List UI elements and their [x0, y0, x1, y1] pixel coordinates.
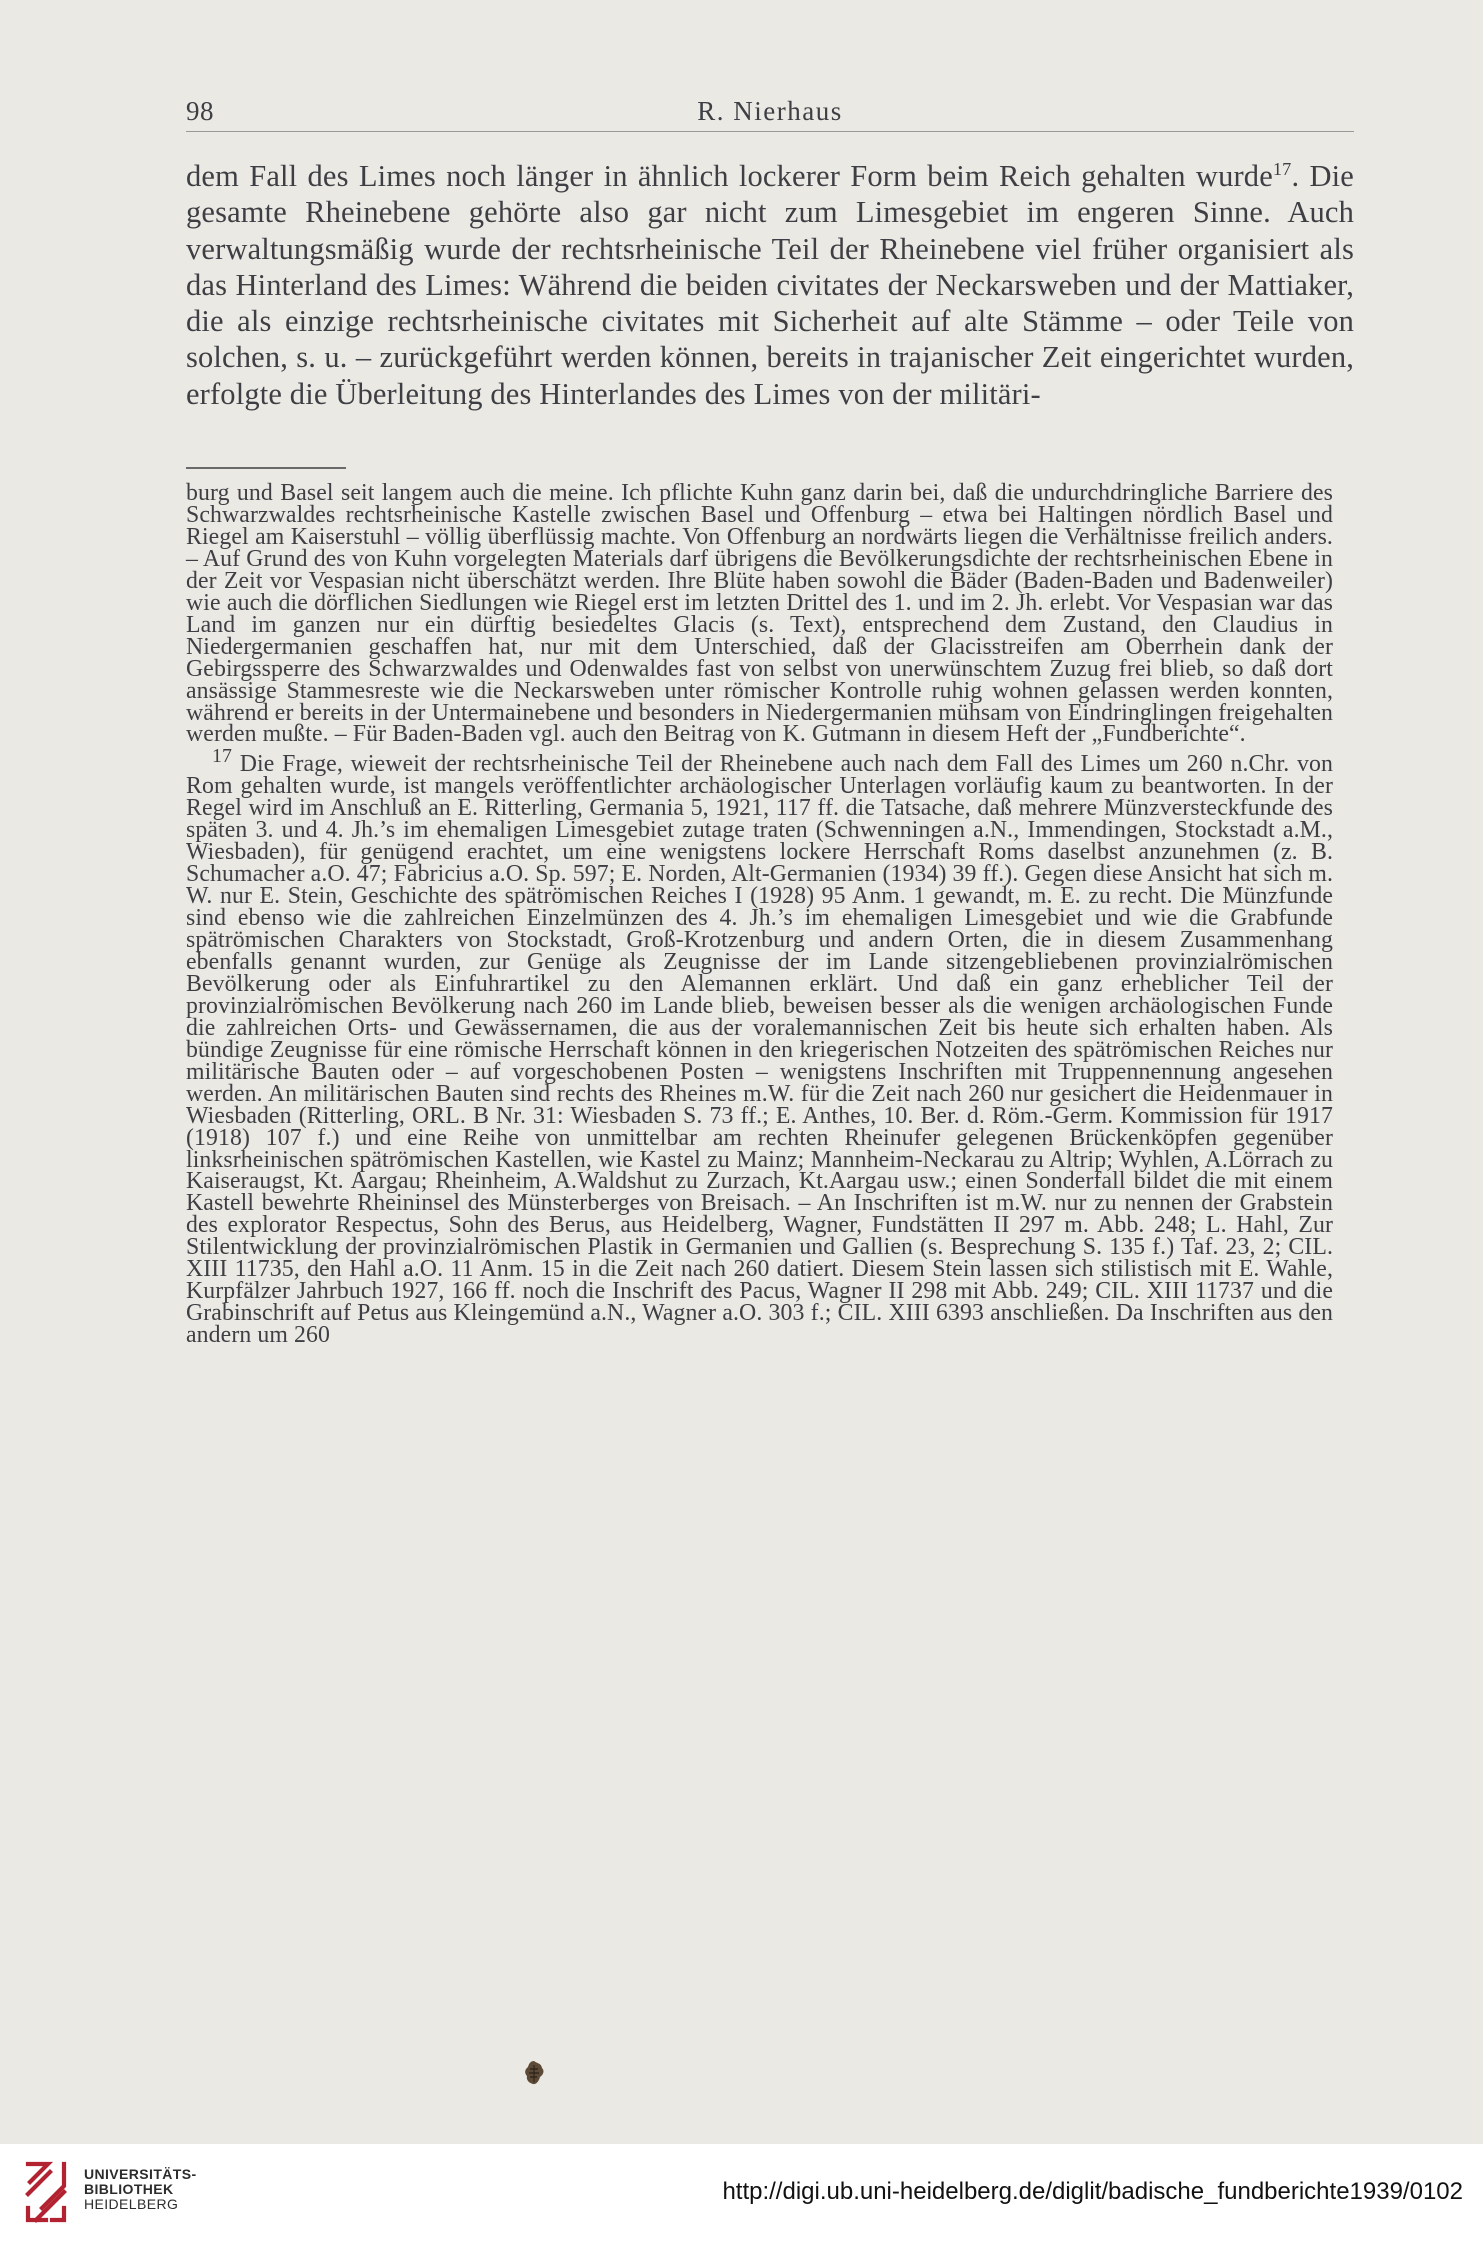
footnote-separator: [186, 467, 346, 469]
main-text: [186, 158, 1354, 412]
source-url-link[interactable]: http://digi.ub.uni-heidelberg.de/diglit/badische_fundberichte1939/0102: [722, 2178, 1463, 2205]
printers-ornament-icon: [522, 2060, 546, 2086]
footnotes: [186, 480, 1333, 1349]
library-name-line-1: UNIVERSITÄTS-: [84, 2166, 197, 2182]
footnote-17-text: Die Frage, wieweit der rechtsrheinische Teil der Rheinebene auch nach dem Fall des Limes um 260 n.Chr. von Rom gehalten wurde, ist mangels veröffentlichter archäologischer Unterlagen vorläufig kaum zu beantworten. In der Regel wird im Anschluß an E. Ritterling, Germania 5, 1921, 117 ff. die Tatsache, daß mehrere Münzversteckfunde des späten 3. und 4. Jh.’s im ehemaligen Limesgebiet zutage traten (Schwenningen a.N., Immendingen, Stockstadt a.M., Wiesbaden), für genügend erachtet, um eine wenigstens lockere Herrschaft Roms daselbst anzunehmen (z. B. Schumacher a.O. 47; Fabricius a.O. Sp. 597; E. Norden, Alt-Germanien (1934) 39 ff.). Gegen diese Ansicht hat sich m. W. nur E. Stein, Geschichte des spätrömischen Reiches I (1928) 95 Anm. 1 gewandt, m. E. zu recht. Die Münzfunde sind ebenso wie die zahlreichen Einzelmünzen des 4. Jh.’s im ehemaligen Limesgebiet und wie die Grabfunde spätrömischen Charakters von Stockstadt, Groß-Krotzenburg und andern Orten, die in diesem Zusammenhang ebenfalls genannt wurden, zur Genüge als Zeugnisse der im Lande sitzengebliebenen provinzialrömischen Bevölkerung oder als Einfuhrartikel zu den Alemannen erklärt. Und daß ein ganz erheblicher Teil der provinzialrömischen Bevölkerung nach 260 im Lande blieb, beweisen besser als die wenigen archäologischen Funde die zahlreichen Orts- und Gewässernamen, die aus der voralemannischen Zeit bis heute sich erhalten haben. Als bündige Zeugnisse für eine römische Herrschaft können in den kriegerischen Notzeiten des spätrömischen Reiches nur militärische Bauten oder – auf vorgeschobenen Posten – wenigstens Inschriften mit Truppennennung angesehen werden. An militärischen Bauten sind rechts des Rheines m.W. für die Zeit nach 260 nur gesichert die Heidenmauer in Wiesbaden (Ritterling, ORL. B Nr. 31: Wiesbaden S. 73 ff.; E. Anthes, 10. Ber. d. Röm.-Germ. Kommission für 1917 (1918) 107 f.) und eine Reihe von unmittelbar am rechten Rheinufer gelegenen Brückenköpfen gegenüber linksrheinischen spätrömischen Kastellen, wie Kastel zu Mainz; Mannheim-Neckarau zu Altrip; Wyhlen, A.Lörrach zu Kaiseraugst, Kt. Aargau; Rheinheim, A.Waldshut zu Zurzach, Kt.Aargau usw.; einen Sonderfall bildet die mit einem Kastell bewehrte Rheininsel des Münsterberges von Breisach. – An Inschriften ist m.W. nur zu nennen der Grabstein des explorator Respectus, Sohn des Berus, aus Heidelberg, Wagner, Fundstätten II 297 m. Abb. 248; L. Hahl, Zur Stilentwicklung der provinzialrömischen Plastik in Germanien und Gallien (s. Besprechung S. 135 f.) Taf. 23, 2; CIL. XIII 11735, den Hahl a.O. 11 Anm. 15 in die Zeit nach 260 datiert. Diesem Stein lassen sich stilistisch mit E. Wahle, Kurpfälzer Jahrbuch 1927, 166 ff. noch die Inschrift des Pacus, Wagner II 298 mit Abb. 249; CIL. XIII 11737 und die Grabinschrift auf Petus aus Kleingemünd a.N., Wagner a.O. 303 f.; CIL. XIII 6393 anschließen. Da Inschriften aus den andern um 260: [186, 751, 1333, 1349]
footnote-number: 17: [212, 745, 233, 768]
ub-heidelberg-logo-icon: [20, 2156, 72, 2228]
main-text-part-1: dem Fall des Limes noch länger in ähnlich lockerer Form beim Reich gehalten wurde: [186, 159, 1273, 193]
library-name: [84, 2167, 197, 2212]
footnote-17: [186, 746, 1333, 1347]
library-name-line-2: BIBLIOTHEK: [84, 2181, 174, 2197]
footnote-reference[interactable]: 17: [1272, 158, 1292, 179]
library-name-line-3: HEIDELBERG: [84, 2196, 179, 2212]
header-rule: [186, 131, 1354, 132]
running-head: [186, 96, 1354, 136]
footer-bar: [0, 2144, 1483, 2245]
page-number: 98: [186, 96, 214, 126]
running-title: R. Nierhaus: [697, 96, 843, 126]
footnote-continued: burg und Basel seit langem auch die meine. Ich pflichte Kuhn ganz darin bei, daß die undurchdringliche Barriere des Schwarzwaldes rechtsrheinische Kastelle zwischen Basel und Offenburg – etwa bei Haltingen nördlich Basel und Riegel am Kaiserstuhl – völlig überflüssig machte. Von Offenburg an nordwärts liegen die Verhältnisse freilich anders. – Auf Grund des von Kuhn vorgelegten Materials darf übrigens die Bevölkerungsdichte der rechtsrheinischen Ebene in der Zeit vor Vespasian nicht überschätzt werden. Ihre Blüte haben sowohl die Bäder (Baden-Baden und Badenweiler) wie auch die dörflichen Siedlungen wie Riegel erst im letzten Drittel des 1. und im 2. Jh. erlebt. Vor Vespasian war das Land im ganzen nur ein dürftig besiedeltes Glacis (s. Text), entsprechend dem Zustand, den Claudius in Niedergermanien geschaffen hat, nur mit dem Unterschied, daß der Glacisstreifen am Oberrhein dank der Gebirgssperre des Schwarzwaldes und Odenwaldes fast von selbst von unerwünschtem Zuzug frei blieb, so daß dort ansässige Stammesreste wie die Neckarsweben unter römischer Kontrolle ruhig wohnen gelassen werden konnten, während er bereits in der Untermainebene und besonders in Niedergermanien mühsam von Eindringlingen freigehalten werden mußte. – Für Baden-Baden vgl. auch den Beitrag von K. Gutmann in diesem Heft der „Fundberichte“.: [186, 480, 1333, 748]
main-text-part-2: . Die gesamte Rheinebene gehörte also gar nicht zum Limesgebiet im engeren Sinne. Auch verwaltungsmäßig wurde der rechtsrheinische Teil der Rheinebene viel früher organisiert als das Hinterland des Limes: Während die beiden civitates der Neckarsweben und der Mattiaker, die als einzige rechtsrheinische civitates mit Sicherheit auf alte Stämme – oder Teile von solchen, s. u. – zurückgeführt werden können, bereits in trajanischer Zeit eingerichtet wurden, erfolgte die Überleitung des Hinterlandes des Limes von der militäri-: [186, 159, 1354, 411]
